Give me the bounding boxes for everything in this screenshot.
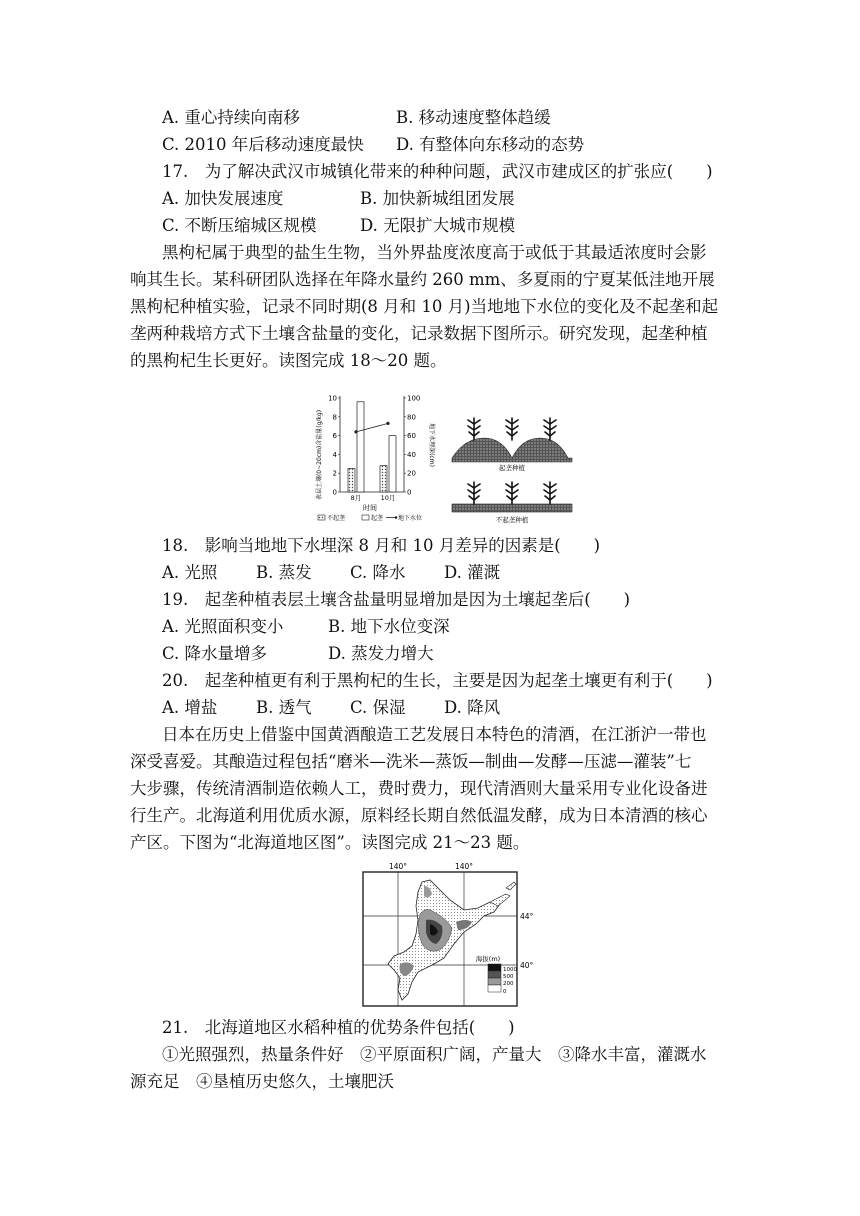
q20-option-a: A. 增盐 bbox=[162, 698, 218, 717]
chart-left-tick-label: 10 bbox=[328, 394, 337, 403]
plant-icon bbox=[506, 418, 518, 440]
legend-label-water-table: 地下水位 bbox=[398, 515, 423, 522]
bar-no-ridge bbox=[348, 469, 355, 493]
legend-value: 1000 bbox=[503, 967, 517, 973]
q16-option-b: B. 移动速度整体趋缓 bbox=[396, 108, 551, 127]
legend-label-ridge: 起垄 bbox=[371, 515, 384, 522]
bar-no-ridge bbox=[380, 466, 387, 492]
q20-option-c: C. 保湿 bbox=[350, 698, 406, 717]
q19-option-c: C. 降水量增多 bbox=[162, 644, 268, 663]
chart-legend bbox=[318, 514, 422, 522]
water-table-point bbox=[386, 422, 389, 425]
q18-option-c: C. 降水 bbox=[350, 563, 406, 582]
plant-icon bbox=[544, 482, 556, 504]
passage1-line: 垄两种栽培方式下土壤含盐量的变化，记录数据下图所示。研究发现，起垄种植 bbox=[130, 324, 708, 343]
map-lon-label: 140° bbox=[454, 862, 474, 871]
q16-option-a: A. 重心持续向南移 bbox=[162, 108, 300, 127]
legend-value: 200 bbox=[503, 981, 514, 987]
q16-option-c: C. 2010 年后移动速度最快 bbox=[162, 135, 364, 154]
q21-statement-line: 源充足 ④垦植历史悠久，土壤肥沃 bbox=[130, 1072, 394, 1091]
chart-category-label: 8月 bbox=[350, 494, 362, 502]
legend-value: 0 bbox=[503, 989, 507, 995]
q21-statement-line: ①光照强烈，热量条件好 ②平原面积广阔，产量大 ③降水丰富，灌溉水 bbox=[162, 1045, 707, 1064]
bar-ridge bbox=[389, 436, 396, 492]
chart-left-tick-label: 0 bbox=[332, 488, 337, 497]
legend-value: 500 bbox=[503, 974, 514, 980]
chart-ylabel-right: 地下水埋深(cm) bbox=[428, 423, 435, 467]
passage2-line: 深受喜爱。其酿造过程包括“磨米—洗米—蒸饭—制曲—发酵—压滤—灌装”七 bbox=[130, 752, 692, 771]
map-legend-title: 海拔(m) bbox=[475, 955, 501, 963]
water-table-point bbox=[354, 430, 357, 433]
map-lat-label: 44° bbox=[520, 912, 534, 921]
q19-option-a: A. 光照面积变小 bbox=[162, 617, 284, 636]
passage2-line: 大步骤，传统清酒制造依赖人工，费时费力，现代清酒则大量采用专业化设备进 bbox=[130, 779, 708, 798]
q17-option-b: B. 加快新城组团发展 bbox=[360, 189, 515, 208]
q20-option-b: B. 透气 bbox=[256, 698, 312, 717]
bar-ridge bbox=[357, 402, 364, 492]
passage1-line: 的黑枸杞生长更好。读图完成 18～20 题。 bbox=[130, 351, 447, 370]
chart-left-tick-label: 6 bbox=[332, 432, 337, 441]
plant-icon bbox=[468, 482, 480, 504]
q16-option-d: D. 有整体向东移动的态势 bbox=[396, 135, 585, 154]
chart-xlabel: 时间 bbox=[363, 504, 377, 512]
q20-option-d: D. 降风 bbox=[444, 698, 501, 717]
q18-option-a: A. 光照 bbox=[162, 563, 218, 582]
passage2-line: 行生产。北海道利用优质水源，原料经长期自然低温发酵，成为日本清酒的核心 bbox=[130, 806, 708, 825]
q17-stem: 17. 为了解决武汉市城镇化带来的种种问题，武汉市建成区的扩张应( ) bbox=[162, 162, 713, 181]
chart-category-label: 10月 bbox=[380, 494, 396, 502]
ridge-planting-diagram bbox=[450, 412, 580, 528]
q20-stem: 20. 起垄种植更有利于黑枸杞的生长，主要是因为起垄土壤更有利于( ) bbox=[162, 671, 713, 690]
q18-stem: 18. 影响当地地下水埋深 8 月和 10 月差异的因素是( ) bbox=[162, 536, 601, 555]
passage2-line: 日本在历史上借鉴中国黄酒酿造工艺发展日本特色的清酒，在江浙沪一带也 bbox=[162, 725, 707, 744]
chart-right-tick-label: 0 bbox=[407, 488, 412, 497]
q17-option-a: A. 加快发展速度 bbox=[162, 189, 284, 208]
chart-right-tick-label: 40 bbox=[407, 450, 416, 459]
passage1-line: 黑枸杞种植实验，记录不同时期(8 月和 10 月)当地地下水位的变化及不起垄和起 bbox=[130, 297, 719, 316]
map-lon-label: 140° bbox=[388, 862, 408, 871]
q17-option-d: D. 无限扩大城市规模 bbox=[360, 216, 516, 235]
q21-stem: 21. 北海道地区水稻种植的优势条件包括( ) bbox=[162, 1018, 515, 1037]
plant-icon bbox=[506, 482, 518, 504]
passage2-line: 产区。下图为“北海道地区图”。读图完成 21～23 题。 bbox=[130, 833, 530, 852]
q17-option-c: C. 不断压缩城区规模 bbox=[162, 216, 317, 235]
passage1-line: 黑枸杞属于典型的盐生生物，当外界盐度浓度高于或低于其最适浓度时会影 bbox=[162, 243, 707, 262]
map-lat-label: 40° bbox=[520, 961, 534, 970]
q18-option-b: B. 蒸发 bbox=[256, 563, 312, 582]
q19-stem: 19. 起垄种植表层土壤含盐量明显增加是因为土壤起垄后( ) bbox=[162, 590, 631, 609]
salinity-chart bbox=[312, 390, 442, 530]
hokkaido-map bbox=[360, 860, 540, 1010]
chart-right-tick-label: 100 bbox=[407, 394, 421, 403]
chart-left-tick-label: 2 bbox=[332, 469, 337, 478]
chart-ylabel-left: 表层土壤(0~20cm)含盐量(g/kg) bbox=[316, 409, 323, 501]
plant-icon bbox=[468, 418, 480, 440]
q18-option-d: D. 灌溉 bbox=[444, 563, 501, 582]
legend-label-no-ridge: 不起垄 bbox=[327, 515, 346, 522]
chart-right-tick-label: 60 bbox=[407, 432, 416, 441]
chart-left-tick-label: 8 bbox=[332, 413, 337, 422]
plant-icon bbox=[544, 418, 556, 440]
chart-right-tick-label: 80 bbox=[407, 413, 416, 422]
q19-option-b: B. 地下水位变深 bbox=[328, 617, 450, 636]
chart-right-tick-label: 20 bbox=[407, 469, 416, 478]
caption-no-ridge: 不起垄种植 bbox=[495, 516, 529, 524]
q19-option-d: D. 蒸发力增大 bbox=[328, 644, 434, 663]
caption-ridge: 起垄种植 bbox=[499, 464, 525, 472]
passage1-line: 响其生长。某科研团队选择在年降水量约 260 mm、多夏雨的宁夏某低洼地开展 bbox=[130, 270, 715, 289]
chart-left-tick-label: 4 bbox=[332, 450, 337, 459]
